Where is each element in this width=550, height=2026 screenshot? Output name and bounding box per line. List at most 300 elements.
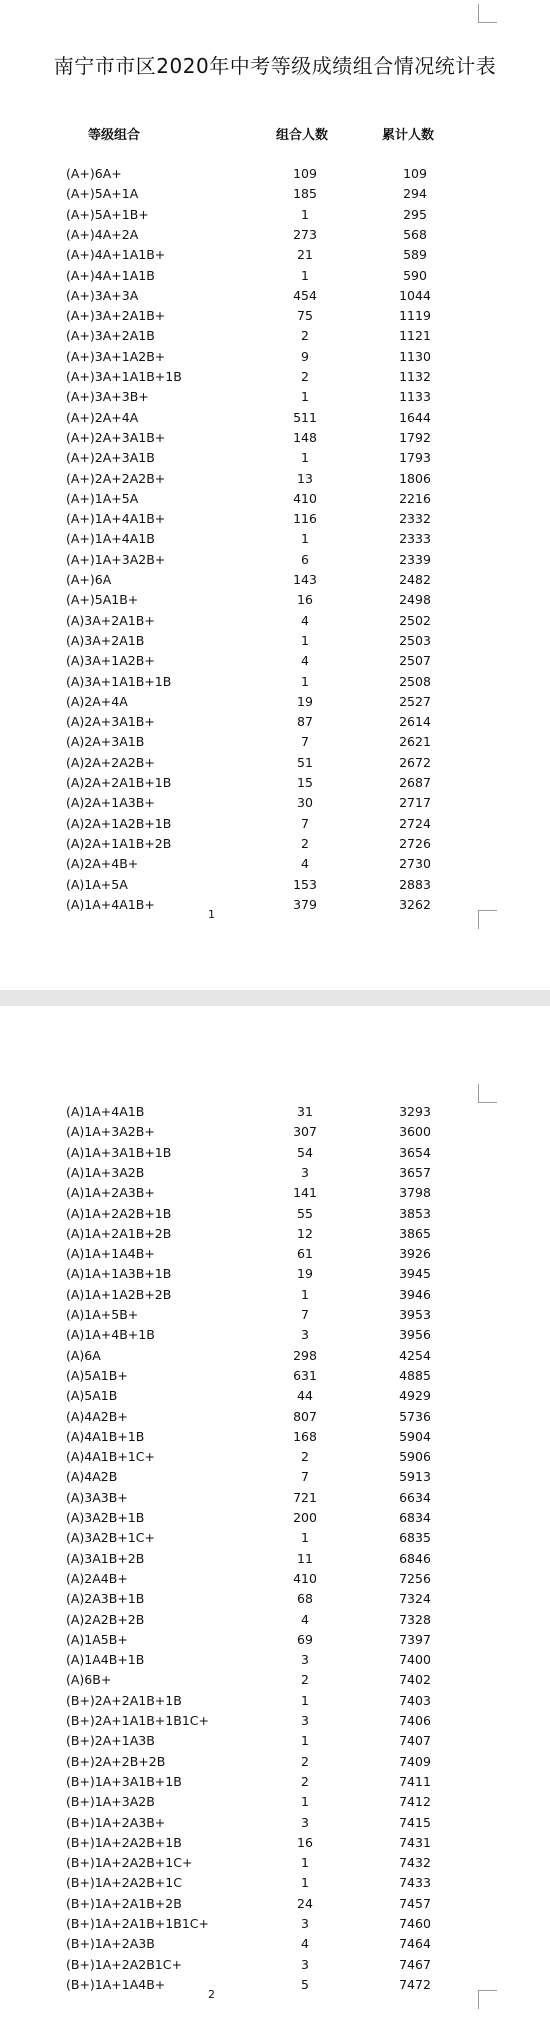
cumulative-cell: 7402 [399,1672,431,1688]
combo-cell: (A)1A+3A2B [66,1164,145,1180]
table-row [0,1447,550,1466]
table-row [0,266,550,285]
cumulative-cell: 2672 [399,754,431,770]
cumulative-cell: 2508 [399,673,431,689]
cumulative-cell: 7407 [399,1733,431,1749]
table-row [0,1691,550,1710]
count-cell: 61 [297,1246,313,1262]
cumulative-cell: 6634 [399,1489,431,1505]
count-cell: 9 [301,348,309,364]
table-row [0,611,550,630]
combo-cell: (A)3A1B+2B [66,1550,145,1566]
count-cell: 75 [297,308,313,324]
count-cell: 2 [301,328,309,344]
count-cell: 3 [301,1916,309,1931]
cumulative-cell: 6846 [399,1550,431,1566]
cumulative-cell: 1130 [399,348,431,364]
count-cell: 721 [293,1489,317,1505]
combo-cell: (A)2A+2A2B+ [66,754,155,770]
table-row [0,408,550,427]
page-separator [0,990,550,1006]
count-cell: 31 [297,1104,313,1119]
cumulative-cell: 2883 [399,876,431,892]
combo-cell: (A)2A3B+1B [66,1591,145,1607]
combo-cell: (B+)1A+2A1B+1B1C+ [66,1916,209,1931]
table-row [0,1488,550,1507]
combo-cell: (A)1A+3A1B+1B [66,1144,172,1160]
combo-cell: (A)1A+3A2B+ [66,1124,155,1140]
cumulative-cell: 2332 [399,511,431,527]
cumulative-cell: 4885 [399,1367,431,1383]
count-cell: 1 [301,632,309,648]
combo-cell: (A+)3A+2A1B [66,328,155,344]
count-cell: 7 [301,1469,309,1485]
cumulative-cell: 2527 [399,693,431,709]
table-row [0,1792,550,1811]
combo-cell: (A+)6A [66,572,112,587]
cumulative-cell: 3953 [399,1307,431,1322]
table-row [0,1264,550,1283]
combo-cell: (A)1A+4B+1B [66,1327,155,1343]
table-row [0,1508,550,1527]
cumulative-cell: 7397 [399,1631,431,1647]
combo-cell: (A)3A2B+1C+ [66,1530,155,1546]
count-cell: 12 [297,1225,313,1241]
table-row [0,1325,550,1344]
cumulative-cell: 7472 [399,1976,431,1992]
count-cell: 807 [293,1408,317,1424]
count-cell: 1 [301,267,309,283]
cumulative-cell: 7467 [399,1956,431,1972]
count-cell: 16 [297,592,313,608]
cumulative-cell: 2726 [399,835,431,851]
table-row [0,651,550,670]
count-cell: 11 [297,1550,313,1566]
table-row [0,1731,550,1750]
table-row [0,712,550,731]
count-cell: 3 [301,1713,309,1728]
combo-cell: (A+)4A+2A [66,226,139,242]
combo-cell: (A)1A+1A4B+ [66,1246,155,1262]
cumulative-cell: 3865 [399,1225,431,1241]
cumulative-cell: 109 [403,166,427,181]
count-cell: 19 [297,693,313,709]
count-cell: 16 [297,1834,313,1850]
count-cell: 51 [297,754,313,770]
cumulative-cell: 2502 [399,612,431,628]
cumulative-cell: 7406 [399,1713,431,1728]
cumulative-cell: 2339 [399,551,431,567]
count-cell: 2 [301,369,309,384]
count-cell: 3 [301,1956,309,1972]
table-row [0,1244,550,1263]
combo-cell: (B+)2A+1A1B+1B1C+ [66,1713,209,1728]
cumulative-cell: 295 [403,206,427,222]
count-cell: 4 [301,1611,309,1627]
count-cell: 185 [293,186,317,202]
cumulative-cell: 2498 [399,592,431,608]
cumulative-cell: 590 [403,267,427,283]
table-row [0,448,550,467]
cumulative-cell: 2333 [399,531,431,547]
combo-cell: (B+)1A+3A1B+1B [66,1773,182,1789]
count-cell: 379 [293,896,317,912]
table-row [0,1224,550,1243]
table-row [0,1711,550,1730]
combo-cell: (A)2A4B+ [66,1570,128,1586]
combo-cell: (A)2A+4A [66,693,128,709]
cumulative-cell: 1121 [399,328,431,344]
combo-cell: (A)3A2B+1B [66,1510,145,1525]
cumulative-cell: 589 [403,247,427,263]
table-row [0,1427,550,1446]
cumulative-cell: 4254 [399,1347,431,1363]
cumulative-cell: 7431 [399,1834,431,1850]
page-corner-mark [478,4,497,23]
cumulative-cell: 3945 [399,1266,431,1282]
count-cell: 410 [293,490,317,506]
table-row [0,854,550,873]
combo-cell: (A+)2A+3A1B [66,450,155,466]
count-cell: 3 [301,1652,309,1668]
cumulative-cell: 2717 [399,795,431,811]
table-row [0,1102,550,1121]
count-cell: 153 [293,876,317,892]
combo-cell: (A+)3A+1A1B+1B [66,369,182,384]
combo-cell: (A+)3A+3A [66,287,139,303]
cumulative-cell: 3293 [399,1104,431,1119]
combo-cell: (A)2A+4B+ [66,856,139,872]
combo-cell: (A+)1A+3A2B+ [66,551,166,567]
combo-cell: (A+)2A+2A2B+ [66,470,166,486]
table-row [0,773,550,792]
combo-cell: (A)4A1B+1C+ [66,1449,155,1465]
table-row [0,1183,550,1202]
count-cell: 2 [301,1773,309,1789]
table-row [0,1122,550,1141]
combo-cell: (A)1A+4A1B+ [66,896,155,912]
cumulative-cell: 1792 [399,429,431,445]
count-cell: 3 [301,1814,309,1830]
table-row [0,1569,550,1588]
combo-cell: (A)6A [66,1347,101,1363]
combo-cell: (B+)2A+2A1B+1B [66,1692,182,1708]
combo-cell: (A)4A2B+ [66,1408,128,1424]
count-cell: 1 [301,389,309,405]
table-row [0,1589,550,1608]
count-cell: 1 [301,1286,309,1302]
count-cell: 1 [301,1855,309,1871]
count-cell: 1 [301,1875,309,1891]
combo-cell: (A+)2A+4A [66,409,139,425]
combo-cell: (A)3A+2A1B [66,632,145,648]
cumulative-cell: 3946 [399,1286,431,1302]
combo-cell: (A+)5A+1B+ [66,206,149,222]
cumulative-cell: 7415 [399,1814,431,1830]
cumulative-cell: 6834 [399,1510,431,1525]
cumulative-cell: 1132 [399,369,431,384]
table-row [0,1204,550,1223]
count-cell: 1 [301,1530,309,1546]
table-row [0,225,550,244]
combo-cell: (A+)1A+4A1B [66,531,155,547]
combo-cell: (A+)3A+1A2B+ [66,348,166,364]
cumulative-cell: 3853 [399,1205,431,1221]
table-row [0,1528,550,1547]
table-row [0,814,550,833]
combo-cell: (A+)1A+4A1B+ [66,511,166,527]
count-cell: 1 [301,531,309,547]
combo-cell: (A)4A1B+1B [66,1428,145,1444]
combo-cell: (B+)1A+2A2B+1C+ [66,1855,193,1871]
cumulative-cell: 3798 [399,1185,431,1201]
table-row [0,347,550,366]
page-number: 2 [208,1988,215,2001]
table-row [0,753,550,772]
cumulative-cell: 2730 [399,856,431,872]
document-page-2 [0,1006,550,2026]
combo-cell: (A)5A1B [66,1388,118,1404]
table-row [0,1934,550,1953]
count-cell: 298 [293,1347,317,1363]
table-row [0,245,550,264]
cumulative-cell: 7400 [399,1652,431,1668]
table-row [0,1143,550,1162]
cumulative-cell: 1644 [399,409,431,425]
combo-cell: (A+)3A+2A1B+ [66,308,166,324]
cumulative-cell: 2724 [399,815,431,831]
cumulative-cell: 7411 [399,1773,431,1789]
cumulative-cell: 7433 [399,1875,431,1891]
combo-cell: (A)3A3B+ [66,1489,128,1505]
count-cell: 4 [301,653,309,669]
page-corner-mark [478,910,497,929]
table-row [0,1813,550,1832]
combo-cell: (A)2A+3A1B [66,734,145,750]
count-cell: 200 [293,1510,317,1525]
count-cell: 2 [301,1753,309,1769]
combo-cell: (A)4A2B [66,1469,118,1485]
cumulative-cell: 2507 [399,653,431,669]
combo-cell: (A)2A+1A2B+1B [66,815,172,831]
table-row [0,1407,550,1426]
count-cell: 7 [301,734,309,750]
combo-cell: (A)1A4B+1B [66,1652,145,1668]
count-cell: 4 [301,856,309,872]
count-cell: 21 [297,247,313,263]
combo-cell: (A)2A+1A1B+2B [66,835,172,851]
table-row [0,529,550,548]
count-cell: 4 [301,612,309,628]
document-page-1 [0,0,550,990]
count-cell: 1 [301,1794,309,1810]
count-cell: 116 [293,511,317,527]
combo-cell: (A+)5A1B+ [66,592,139,608]
cumulative-cell: 1044 [399,287,431,303]
combo-cell: (A+)4A+1A1B+ [66,247,166,263]
page-corner-mark [478,1084,497,1103]
table-row [0,895,550,914]
cumulative-cell: 5736 [399,1408,431,1424]
table-row [0,1386,550,1405]
table-row [0,550,550,569]
table-row [0,1955,550,1974]
table-row [0,1650,550,1669]
count-cell: 1 [301,1733,309,1749]
combo-cell: (A)2A+1A3B+ [66,795,155,811]
cumulative-cell: 1793 [399,450,431,466]
combo-cell: (A)1A+1A3B+1B [66,1266,172,1282]
cumulative-cell: 4929 [399,1388,431,1404]
cumulative-cell: 2503 [399,632,431,648]
table-row [0,286,550,305]
cumulative-cell: 5906 [399,1449,431,1465]
combo-cell: (A)2A+2A1B+1B [66,775,172,790]
count-cell: 68 [297,1591,313,1607]
count-cell: 4 [301,1936,309,1952]
table-row [0,1630,550,1649]
combo-cell: (B+)1A+3A2B [66,1794,155,1810]
count-cell: 3 [301,1327,309,1343]
table-row [0,1833,550,1852]
combo-cell: (A)5A1B+ [66,1367,128,1383]
combo-cell: (A)2A+3A1B+ [66,714,155,730]
table-row [0,1163,550,1182]
cumulative-cell: 3657 [399,1164,431,1180]
table-row [0,875,550,894]
count-cell: 7 [301,1307,309,1322]
count-cell: 3 [301,1164,309,1180]
count-cell: 511 [293,409,317,425]
table-row [0,672,550,691]
count-cell: 19 [297,1266,313,1282]
combo-cell: (A)1A+4A1B [66,1104,145,1119]
combo-cell: (A)1A+1A2B+2B [66,1286,172,1302]
combo-cell: (A+)1A+5A [66,490,139,506]
cumulative-cell: 1119 [399,308,431,324]
count-cell: 5 [301,1976,309,1992]
table-row [0,1914,550,1933]
combo-cell: (B+)2A+1A3B [66,1733,155,1749]
cumulative-cell: 2482 [399,572,431,587]
count-cell: 307 [293,1124,317,1140]
combo-cell: (A+)6A+ [66,166,122,181]
count-cell: 273 [293,226,317,242]
table-row [0,1285,550,1304]
table-row [0,1772,550,1791]
count-cell: 13 [297,470,313,486]
count-cell: 1 [301,673,309,689]
combo-cell: (A+)4A+1A1B [66,267,155,283]
count-cell: 15 [297,775,313,790]
table-row [0,1549,550,1568]
count-cell: 1 [301,1692,309,1708]
combo-cell: (A)2A2B+2B [66,1611,145,1627]
table-row [0,1853,550,1872]
count-cell: 141 [293,1185,317,1201]
cumulative-cell: 7412 [399,1794,431,1810]
count-cell: 69 [297,1631,313,1647]
cumulative-cell: 5904 [399,1428,431,1444]
count-cell: 44 [297,1388,313,1404]
table-row [0,509,550,528]
table-row [0,570,550,589]
count-cell: 54 [297,1144,313,1160]
table-row [0,1752,550,1771]
combo-cell: (A+)5A+1A [66,186,139,202]
table-row [0,428,550,447]
header-count: 组合人数 [276,128,329,143]
cumulative-cell: 7464 [399,1936,431,1952]
cumulative-cell: 2614 [399,714,431,730]
count-cell: 6 [301,551,309,567]
count-cell: 55 [297,1205,313,1221]
combo-cell: (A)1A+5A [66,876,128,892]
combo-cell: (A)3A+1A1B+1B [66,673,172,689]
combo-cell: (A)1A+5B+ [66,1307,139,1322]
cumulative-cell: 7457 [399,1895,431,1911]
table-row [0,184,550,203]
count-cell: 454 [293,287,317,303]
table-row [0,387,550,406]
count-cell: 168 [293,1428,317,1444]
table-row [0,692,550,711]
cumulative-cell: 2687 [399,775,431,790]
table-row [0,1610,550,1629]
table-row [0,1467,550,1486]
count-cell: 410 [293,1570,317,1586]
cumulative-cell: 7328 [399,1611,431,1627]
count-cell: 24 [297,1895,313,1911]
cumulative-cell: 294 [403,186,427,202]
table-row [0,1305,550,1324]
combo-cell: (A)1A5B+ [66,1631,128,1647]
combo-cell: (B+)1A+2A2B+1C [66,1875,182,1891]
table-row [0,164,550,183]
table-row [0,631,550,650]
table-row [0,1346,550,1365]
cumulative-cell: 3926 [399,1246,431,1262]
combo-cell: (A)1A+2A1B+2B [66,1225,172,1241]
page-number: 1 [208,908,215,921]
cumulative-cell: 1806 [399,470,431,486]
count-cell: 30 [297,795,313,811]
combo-cell: (B+)1A+2A2B1C+ [66,1956,182,1972]
count-cell: 2 [301,835,309,851]
combo-cell: (B+)1A+2A3B [66,1936,155,1952]
combo-cell: (B+)1A+2A2B+1B [66,1834,182,1850]
count-cell: 7 [301,815,309,831]
table-row [0,326,550,345]
page-corner-mark [478,1990,497,2009]
count-cell: 1 [301,206,309,222]
table-row [0,367,550,386]
combo-cell: (A)3A+2A1B+ [66,612,155,628]
table-row [0,306,550,325]
cumulative-cell: 7432 [399,1855,431,1871]
combo-cell: (B+)1A+2A3B+ [66,1814,166,1830]
combo-cell: (A)1A+2A2B+1B [66,1205,172,1221]
combo-cell: (A)3A+1A2B+ [66,653,155,669]
cumulative-cell: 3956 [399,1327,431,1343]
combo-cell: (A+)3A+3B+ [66,389,149,405]
cumulative-cell: 7256 [399,1570,431,1586]
cumulative-cell: 568 [403,226,427,242]
cumulative-cell: 3262 [399,896,431,912]
table-row [0,1670,550,1689]
table-row [0,732,550,751]
count-cell: 1 [301,450,309,466]
